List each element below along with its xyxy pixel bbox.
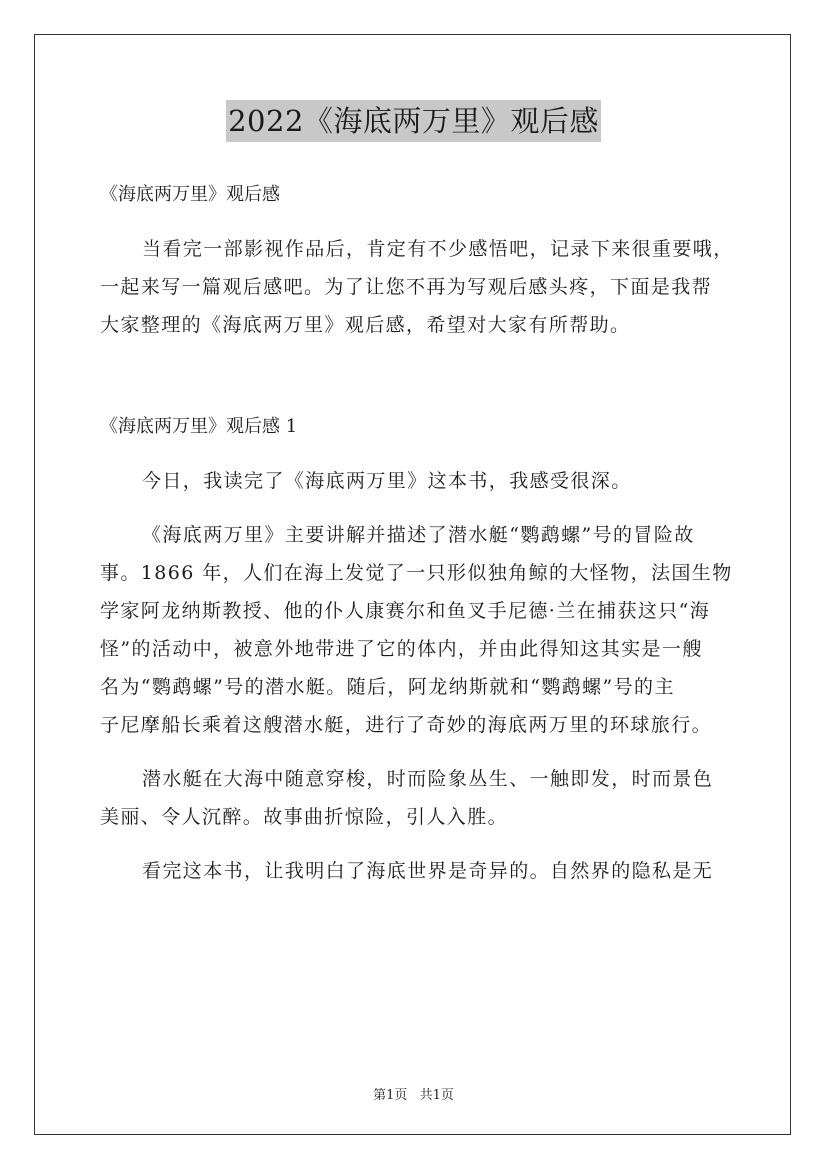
page-total: 共1页 bbox=[419, 1088, 454, 1103]
page-footer bbox=[0, 1084, 827, 1103]
intro-paragraph bbox=[100, 230, 740, 344]
document-subtitle: 《海底两万里》观后感 bbox=[100, 184, 280, 205]
paragraph-line: 大家整理的《海底两万里》观后感，希望对大家有所帮助。 bbox=[100, 314, 631, 336]
title-container bbox=[0, 100, 827, 142]
section-heading: 《海底两万里》观后感 1 bbox=[100, 416, 298, 437]
paragraph-line: 当看完一部影视作品后，肯定有不少感悟吧，记录下来很重要哦， bbox=[142, 238, 734, 260]
paragraph-line: 一起来写一篇观后感吧。为了让您不再为写观后感头疼，下面是我帮 bbox=[100, 276, 713, 298]
paragraph-2 bbox=[100, 516, 740, 744]
paragraph-1 bbox=[100, 462, 740, 500]
document-body bbox=[100, 176, 740, 890]
document-title: 2022《海底两万里》观后感 bbox=[226, 100, 601, 142]
paragraph-line: 今日，我读完了《海底两万里》这本书，我感受很深。 bbox=[142, 470, 632, 492]
page-number: 第1页 bbox=[373, 1088, 408, 1103]
paragraph-4 bbox=[100, 852, 740, 890]
paragraph-line: 潜水艇在大海中随意穿梭，时而险象丛生、一触即发，时而景色 bbox=[142, 768, 714, 790]
paragraph-line: 《海底两万里》主要讲解并描述了潜水艇“鹦鹉螺”号的冒险故 bbox=[142, 524, 695, 546]
paragraph-line: 子尼摩船长乘着这艘潜水艇，进行了奇妙的海底两万里的环球旅行。 bbox=[100, 714, 713, 736]
paragraph-line: 事。1866 年，人们在海上发觉了一只形似独角鲸的大怪物，法国生物 bbox=[100, 562, 733, 584]
paragraph-line: 怪”的活动中，被意外地带进了它的体内，并由此得知这其实是一艘 bbox=[100, 638, 703, 660]
paragraph-line: 看完这本书，让我明白了海底世界是奇异的。自然界的隐私是无 bbox=[142, 860, 714, 882]
paragraph-line: 学家阿龙纳斯教授、他的仆人康赛尔和鱼叉手尼德·兰在捕获这只“海 bbox=[100, 600, 711, 622]
paragraph-line: 美丽、令人沉醉。故事曲折惊险，引人入胜。 bbox=[100, 806, 509, 828]
paragraph-3 bbox=[100, 760, 740, 836]
paragraph-line: 名为“鹦鹉螺”号的潜水艇。随后，阿龙纳斯就和“鹦鹉螺”号的主 bbox=[100, 676, 675, 698]
